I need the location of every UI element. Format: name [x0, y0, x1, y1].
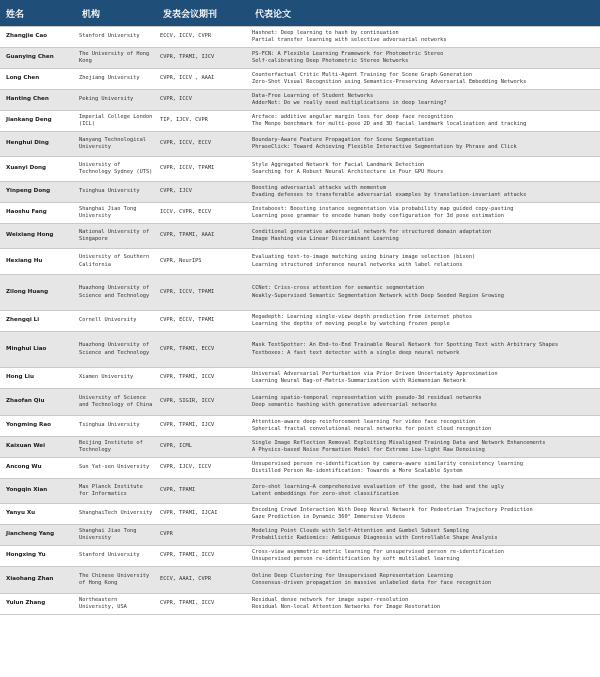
table-row — [0, 69, 600, 90]
scholar-venues: CVPR, ECCV, TPAMI — [157, 311, 249, 332]
paper-title: Zero-shot learning—A comprehensive evaluation of the good, the bad and the ugly — [252, 483, 504, 490]
table-row — [0, 594, 600, 615]
scholar-institution: Tsinghua University — [76, 182, 157, 203]
paper-title: Style Aggregated Network for Facial Landmark Detection — [252, 161, 425, 168]
scholar-papers — [249, 111, 600, 132]
scholar-name: Zilong Huang — [0, 275, 76, 311]
scholar-name: Hanting Chen — [0, 90, 76, 111]
scholar-venues: CVPR, TPAMI, IJCAI — [157, 504, 249, 525]
paper-title: Hashnet: Deep learning to hash by continuation — [252, 29, 399, 36]
paper-title: AdderNet: Do we really need multiplications in deep learning? — [252, 100, 447, 106]
paper-title: Universal Adversarial Perturbation via Prior Driven Uncertainty Approximation — [252, 370, 498, 377]
paper-title: Learning pose grammar to encode human body configuration for 3d pose estimation — [252, 213, 504, 219]
paper-title: Online Deep Clustering for Unsupervised Representation Learning — [252, 572, 453, 579]
scholar-papers — [249, 594, 600, 615]
header-institution: 机构 — [76, 0, 157, 27]
scholar-venues: CVPR, ICML — [157, 437, 249, 458]
table-row — [0, 567, 600, 594]
scholar-venues: CVPR — [157, 525, 249, 546]
scholar-venues: CVPR, TPAMI, ICCV — [157, 368, 249, 389]
scholar-institution: Peking University — [76, 90, 157, 111]
scholar-name: Hong Liu — [0, 368, 76, 389]
scholar-institution: Shanghai Jiao Tong University — [76, 525, 157, 546]
paper-title: Deep semantic hashing with generative adversarial networks — [252, 402, 437, 408]
paper-title: Boundary-Aware Feature Propagation for Scene Segmentation — [252, 136, 434, 143]
paper-title: Self-calibrating Deep Photometric Stereo Networks — [252, 58, 409, 64]
paper-title: Data-Free Learning of Student Networks — [252, 92, 374, 99]
paper-title: Consensus-driven propagation in massive unlabeled data for face recognition — [252, 580, 492, 586]
paper-title: Arcface: additive angular margin loss for deep face recognition — [252, 113, 453, 120]
table-row — [0, 249, 600, 275]
scholar-papers — [249, 90, 600, 111]
scholar-institution: Max Planck Institute for Informatics — [76, 479, 157, 504]
scholar-name: Minghui Liao — [0, 332, 76, 368]
scholar-institution: Nanyang Technological University — [76, 132, 157, 157]
table-row — [0, 368, 600, 389]
paper-title: PhraseClick: Toward Achieving Flexible Interactive Segmentation by Phrase and Click — [252, 144, 517, 150]
scholar-papers — [249, 203, 600, 224]
header-venues: 发表会议期刊 — [157, 0, 249, 27]
scholar-name: Zhangjie Cao — [0, 27, 76, 48]
paper-title: Learning the depths of moving people by watching frozen people — [252, 321, 450, 327]
paper-title: The Menpo benchmark for multi-pose 2D and 3D facial landmark localisation and tracking — [252, 121, 527, 127]
paper-title: Partial transfer learning with selective adversarial networks — [252, 37, 447, 43]
scholar-papers — [249, 275, 600, 311]
paper-title: Boosting adversarial attacks with momentum — [252, 184, 386, 191]
paper-title: Single Image Reflection Removal Exploiting Misaligned Training Data and Network Enhancements — [252, 439, 546, 446]
header-papers: 代表论文 — [249, 0, 600, 27]
table-row — [0, 182, 600, 203]
scholar-institution: Cornell University — [76, 311, 157, 332]
table-row — [0, 332, 600, 368]
scholar-papers — [249, 48, 600, 69]
scholar-papers — [249, 27, 600, 48]
paper-title: Spherical fractal convolutional neural networks for point cloud recognition — [252, 426, 492, 432]
scholar-institution: University of Southern California — [76, 249, 157, 275]
paper-title: Unsupervised person re-identification by camera-aware similarity consistency learning — [252, 460, 524, 467]
scholar-institution: University of Technology Sydney (UTS) — [76, 157, 157, 182]
scholar-venues: CVPR, TPAMI, ICCV — [157, 546, 249, 567]
table-header-row — [0, 0, 600, 27]
scholar-papers — [249, 332, 600, 368]
scholar-papers — [249, 479, 600, 504]
scholar-venues: CVPR, TPAMI — [157, 479, 249, 504]
scholar-venues: ICCV, CVPR, ECCV — [157, 203, 249, 224]
scholar-name: Zhaofan Qiu — [0, 389, 76, 416]
scholar-institution: Zhejiang University — [76, 69, 157, 90]
scholar-institution: Sun Yat-sen University — [76, 458, 157, 479]
paper-title: Learning Neural Bag-of-Matrix-Summarization with Riemannian Network — [252, 378, 466, 384]
scholar-venues: TIP, IJCV, CVPR — [157, 111, 249, 132]
paper-title: Probabilistic Radiomics: Ambiguous Diagnosis with Controllable Shape Analysis — [252, 535, 498, 541]
scholar-papers — [249, 437, 600, 458]
scholar-name: Yongming Rao — [0, 416, 76, 437]
paper-title: Megadepth: Learning single-view depth prediction from internet photos — [252, 313, 473, 320]
paper-title: Weakly-Supervised Semantic Segmentation Network with Deep Seeded Region Growing — [252, 292, 504, 299]
paper-title: Mask TextSpotter: An End-to-End Trainable Neural Network for Spotting Text with Arbitrary Shapes — [252, 342, 559, 349]
scholar-papers — [249, 458, 600, 479]
scholar-venues: CVPR, TPAMI, AAAI — [157, 224, 249, 249]
scholar-name: Xiaohang Zhan — [0, 567, 76, 594]
paper-title: Instaboost: Boosting instance segmentation via probability map guided copy-pasting — [252, 205, 514, 212]
scholar-venues: ECCV, AAAI, CVPR — [157, 567, 249, 594]
paper-title: Gaze Prediction in Dynamic 360° Immersive Videos — [252, 514, 406, 520]
scholar-papers — [249, 157, 600, 182]
scholar-institution: ShanghaiTech University — [76, 504, 157, 525]
paper-title: Conditional generative adversarial network for structured domain adaptation — [252, 228, 492, 235]
paper-title: Residual dense network for image super-resolution — [252, 596, 409, 603]
scholar-venues: CVPR, IJCV, ICCV — [157, 458, 249, 479]
scholar-venues: CVPR, IJCV — [157, 182, 249, 203]
paper-title: CCNet: Criss-cross attention for semantic segmentation — [252, 285, 425, 292]
paper-title: Encoding Crowd Interaction With Deep Neural Network for Pedestrian Trajectory Prediction — [252, 506, 533, 513]
scholar-name: Yulun Zhang — [0, 594, 76, 615]
scholar-venues: CVPR, TPAMI, IJCV — [157, 416, 249, 437]
table-row — [0, 458, 600, 479]
scholar-name: Ancong Wu — [0, 458, 76, 479]
scholar-institution: Beijing Institute of Technology — [76, 437, 157, 458]
scholar-papers — [249, 311, 600, 332]
scholar-papers — [249, 224, 600, 249]
scholar-papers — [249, 182, 600, 203]
scholar-institution: Imperial College London (ICL) — [76, 111, 157, 132]
scholar-institution: Shanghai Jiao Tong University — [76, 203, 157, 224]
paper-title: Modeling Point Clouds with Self-Attention and Gumbel Subset Sampling — [252, 527, 469, 534]
paper-title: Attention-aware deep reinforcement learning for video face recognition — [252, 418, 476, 425]
scholar-venues: CVPR, ICCV, ECCV — [157, 132, 249, 157]
table-row — [0, 48, 600, 69]
paper-title: Counterfactual Critic Multi-Agent Training for Scene Graph Generation — [252, 71, 473, 78]
table-row — [0, 275, 600, 311]
paper-title: Evaluating text-to-image matching using binary image selection (bison) — [252, 254, 476, 261]
scholar-venues: CVPR, ICCV, TPAMI — [157, 157, 249, 182]
paper-title: Latent embeddings for zero-shot classification — [252, 491, 399, 497]
scholar-institution: Huazhong University of Science and Technology — [76, 332, 157, 368]
table-body — [0, 27, 600, 615]
paper-title: PS-FCN: A Flexible Learning Framework for Photometric Stereo — [252, 50, 444, 57]
scholar-papers — [249, 504, 600, 525]
scholar-papers — [249, 389, 600, 416]
scholar-papers — [249, 132, 600, 157]
scholar-venues: CVPR, ICCV — [157, 90, 249, 111]
scholar-name: Jiankang Deng — [0, 111, 76, 132]
scholar-institution: Tsinghua University — [76, 416, 157, 437]
scholar-name: Guanying Chen — [0, 48, 76, 69]
scholar-institution: University of Science and Technology of China — [76, 389, 157, 416]
scholar-name: Haoshu Fang — [0, 203, 76, 224]
scholar-papers — [249, 546, 600, 567]
scholar-name: Jiancheng Yang — [0, 525, 76, 546]
table-row — [0, 203, 600, 224]
scholar-name: Henghui Ding — [0, 132, 76, 157]
scholar-venues: CVPR, TPAMI, ICCV — [157, 594, 249, 615]
table-row — [0, 132, 600, 157]
scholar-institution: Xiamen University — [76, 368, 157, 389]
table-row — [0, 311, 600, 332]
table-row — [0, 389, 600, 416]
table-row — [0, 111, 600, 132]
scholar-papers — [249, 249, 600, 275]
paper-title: Residual Non-local Attention Networks for Image Restoration — [252, 604, 441, 610]
table-row — [0, 525, 600, 546]
scholar-name: Yinpeng Dong — [0, 182, 76, 203]
table-row — [0, 157, 600, 182]
scholar-institution: The University of Hong Kong — [76, 48, 157, 69]
scholar-name: Zhengqi Li — [0, 311, 76, 332]
table-row — [0, 27, 600, 48]
scholar-name: Hexiang Hu — [0, 249, 76, 275]
scholar-name: Long Chen — [0, 69, 76, 90]
scholar-papers — [249, 525, 600, 546]
scholar-venues: CVPR, ICCV, TPAMI — [157, 275, 249, 311]
table-row — [0, 479, 600, 504]
scholar-venues: CVPR, NeurIPS — [157, 249, 249, 275]
paper-title: Evading defenses to transferable adversarial examples by translation-invariant attacks — [252, 192, 527, 198]
table-row — [0, 504, 600, 525]
scholar-name: Kaixuan Wei — [0, 437, 76, 458]
scholar-name: Yanyu Xu — [0, 504, 76, 525]
table-row — [0, 90, 600, 111]
paper-title: Cross-view asymmetric metric learning for unsupervised person re-identification — [252, 548, 504, 555]
scholar-institution: Stanford University — [76, 546, 157, 567]
paper-title: Distilled Person Re-identification: Towards a More Scalable System — [252, 468, 463, 474]
paper-title: Zero-Shot Visual Recognition using Semantics-Preserving Adversarial Embedding Networks — [252, 79, 527, 85]
table-row — [0, 437, 600, 458]
table-row — [0, 546, 600, 567]
scholar-venues: CVPR, SIGIR, ICCV — [157, 389, 249, 416]
scholar-venues: CVPR, TPAMI, IJCV — [157, 48, 249, 69]
paper-title: Image Hashing via Linear Discriminant Learning — [252, 236, 399, 242]
scholar-name: Yongqin Xian — [0, 479, 76, 504]
scholar-venues: CVPR, ICCV , AAAI — [157, 69, 249, 90]
scholar-name: Xuanyi Dong — [0, 157, 76, 182]
scholar-papers — [249, 416, 600, 437]
scholar-institution: Stanford University — [76, 27, 157, 48]
scholar-venues: ECCV, ICCV, CVPR — [157, 27, 249, 48]
paper-title: Unsupervised person re-identification by soft multilabel learning — [252, 556, 460, 562]
scholar-institution: National University of Singapore — [76, 224, 157, 249]
paper-title: Learning structured inference neural networks with label relations — [252, 261, 463, 268]
header-name: 姓名 — [0, 0, 76, 27]
scholar-institution: Huazhong University of Science and Technology — [76, 275, 157, 311]
scholar-institution: The Chinese University of Hong Kong — [76, 567, 157, 594]
paper-title: Textboxes: A fast text detector with a single deep neural network — [252, 349, 460, 356]
paper-title: Learning spatio-temporal representation with pseudo-3d residual networks — [252, 394, 482, 401]
paper-title: Searching for A Robust Neural Architecture in Four GPU Hours — [252, 169, 444, 175]
table-row — [0, 416, 600, 437]
scholar-name: Weixiang Hong — [0, 224, 76, 249]
table-row — [0, 224, 600, 249]
scholar-papers — [249, 368, 600, 389]
scholar-institution: Northeastern University, USA — [76, 594, 157, 615]
scholar-venues: CVPR, TPAMI, ECCV — [157, 332, 249, 368]
scholar-papers — [249, 69, 600, 90]
scholar-name: Hongxing Yu — [0, 546, 76, 567]
scholar-papers — [249, 567, 600, 594]
paper-title: A Physics-based Noise Formation Model for Extreme Low-light Raw Denoising — [252, 447, 485, 453]
